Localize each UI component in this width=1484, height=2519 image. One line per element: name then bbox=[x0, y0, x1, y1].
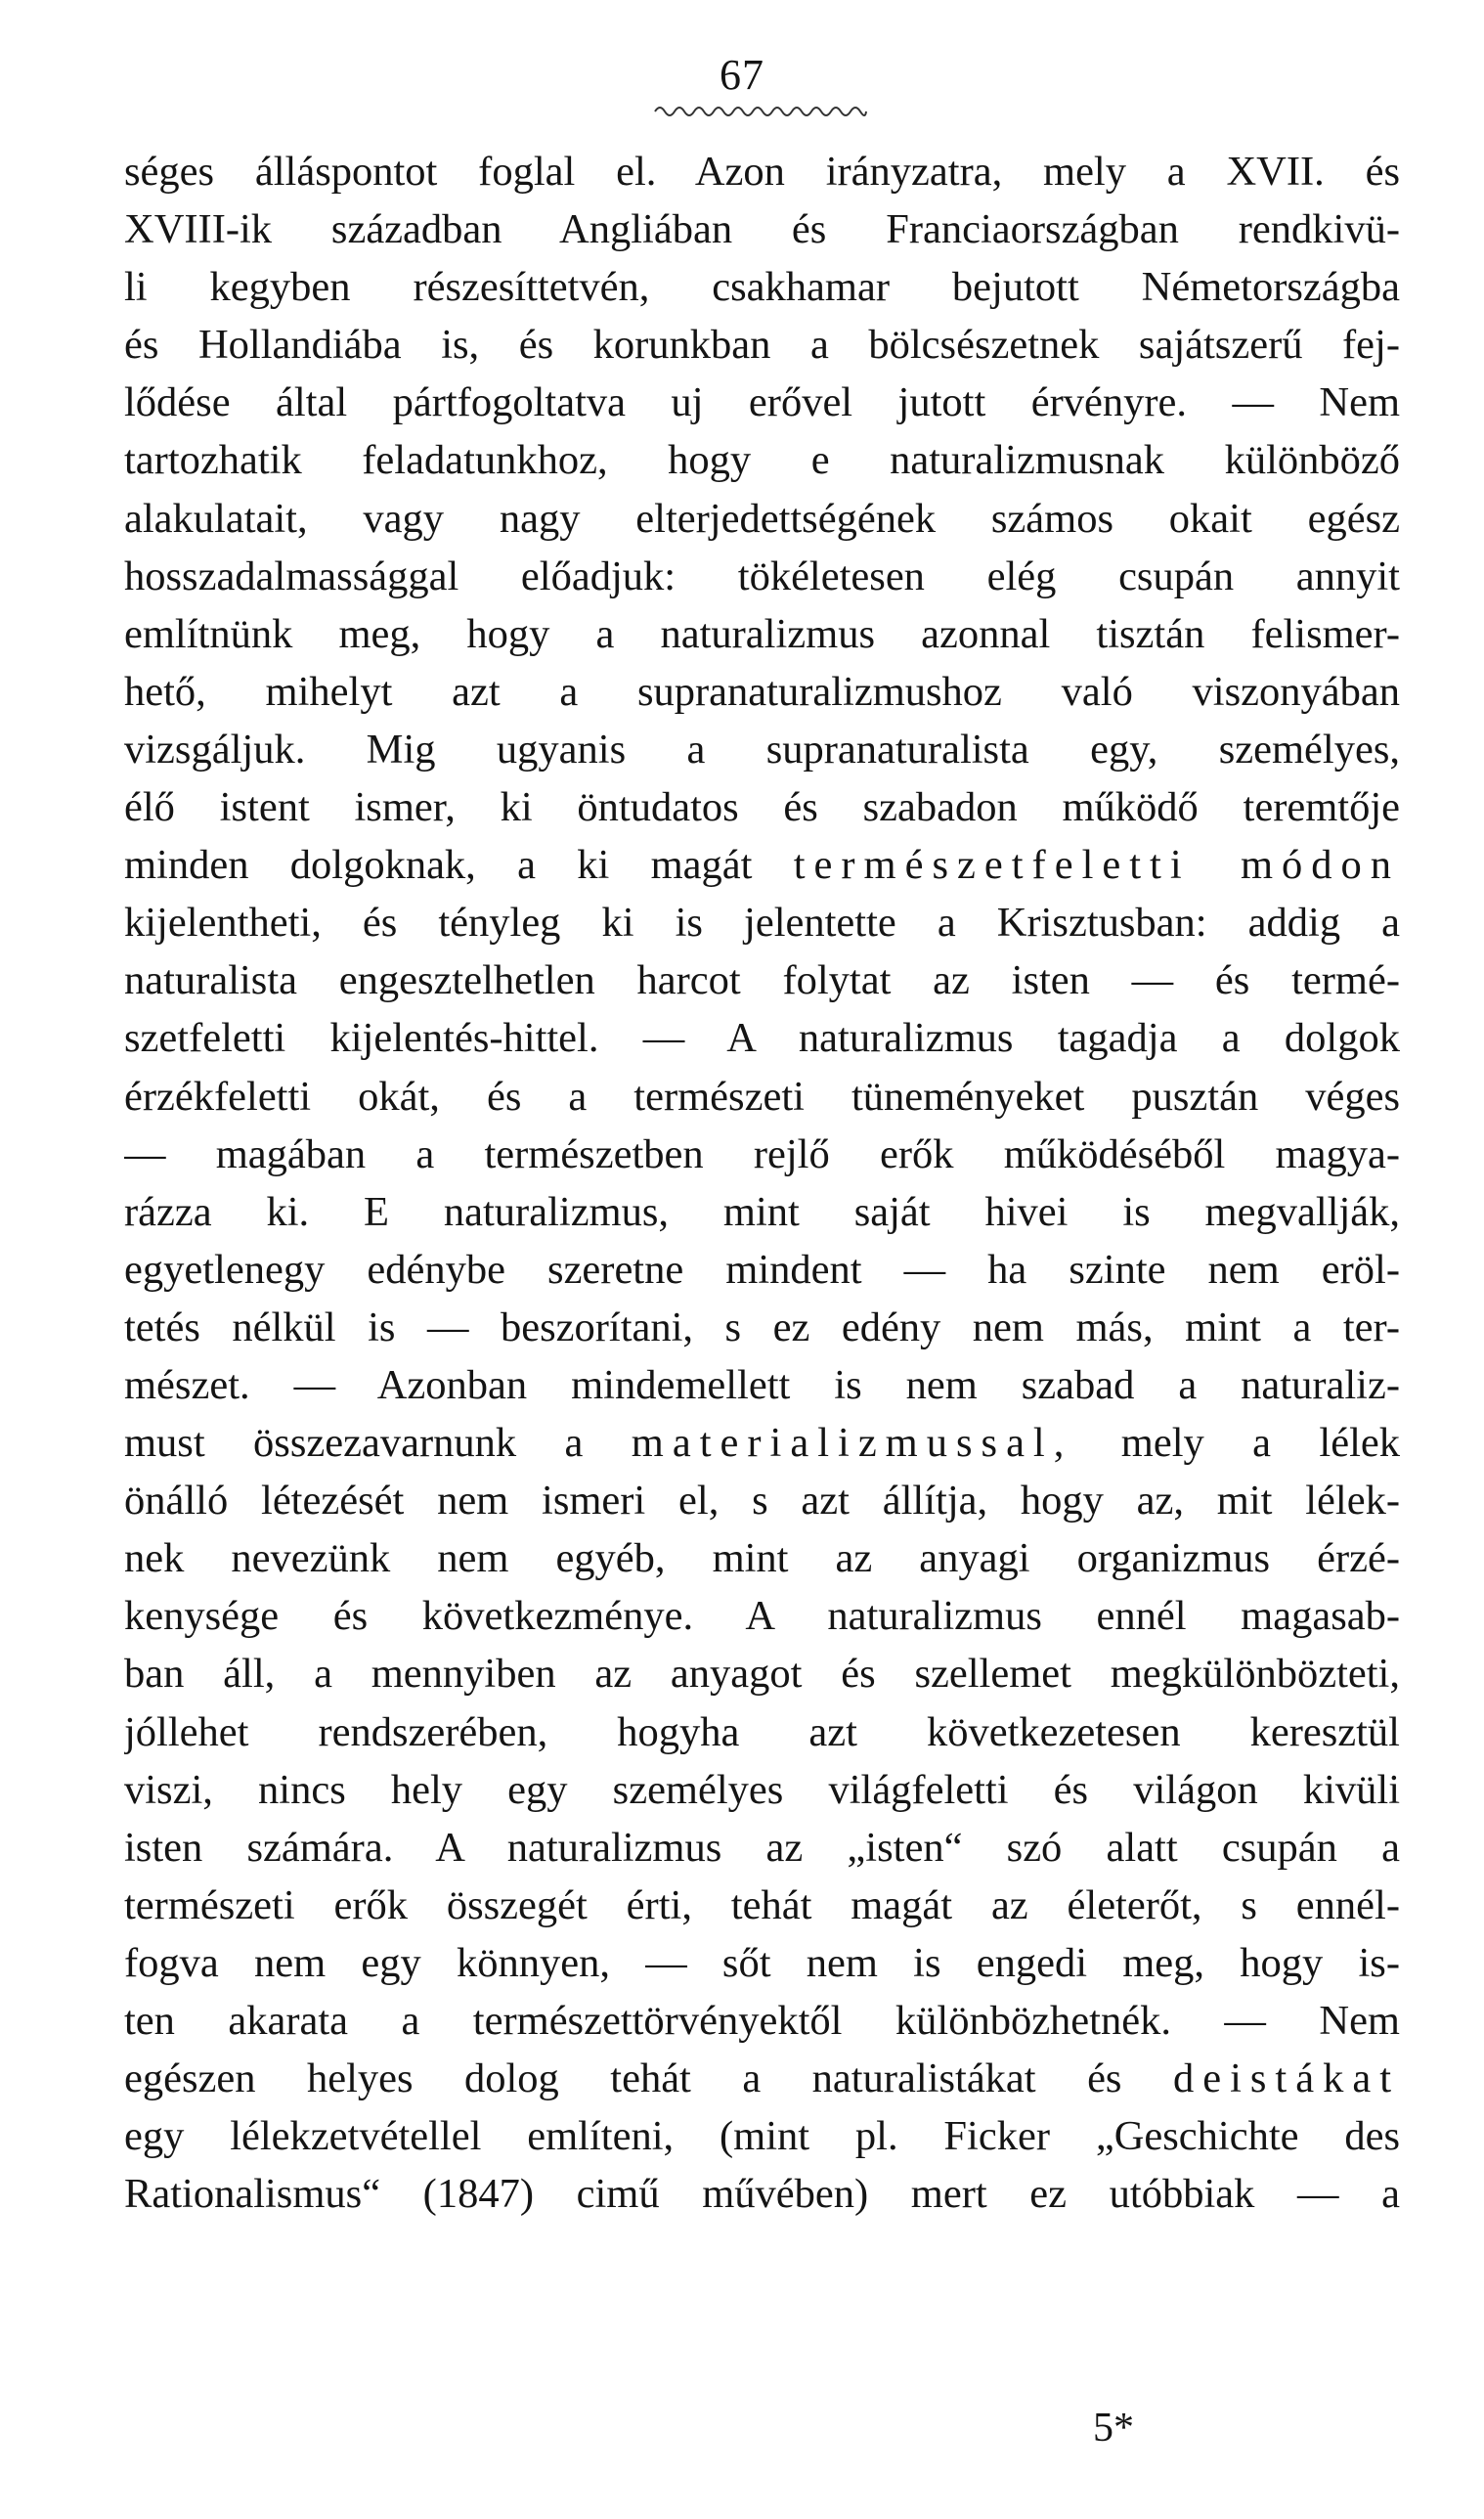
text-line: viszi, nincs hely egy személyes világfeletti és világon kivüli bbox=[124, 1766, 1400, 1813]
line-tail: mely a lélek bbox=[1120, 1420, 1400, 1467]
text-line: érzékfeletti okát, és a természeti tüneményeket pusztán véges bbox=[124, 1073, 1400, 1120]
text-line: naturalista engesztelhetlen harcot folytat az isten — és termé- bbox=[124, 957, 1400, 1004]
text-line-emphasis bbox=[124, 2050, 1400, 2107]
body-text bbox=[124, 143, 1400, 2223]
text-line: élő istent ismer, ki öntudatos és szabadon működő teremtője bbox=[124, 784, 1400, 831]
text-line: lődése által pártfogoltatva uj erővel jutott érvényre. — Nem bbox=[124, 379, 1400, 426]
line-lead: must összezavarnunk a bbox=[124, 1420, 584, 1467]
signature-mark: 5* bbox=[1093, 2406, 1134, 2451]
text-line: kijelentheti, és tényleg ki is jelentette a Krisztusban: addig a bbox=[124, 900, 1400, 947]
text-line: nek nevezünk nem egyéb, mint az anyagi organizmus érzé- bbox=[124, 1535, 1400, 1582]
text-line: hető, mihelyt azt a supranaturalizmushoz való viszonyában bbox=[124, 668, 1400, 715]
text-line: fogva nem egy könnyen, — sőt nem is engedi meg, hogy is- bbox=[124, 1939, 1400, 1986]
text-line: tetés nélkül is — beszorítani, s ez edény nem más, mint a ter- bbox=[124, 1304, 1400, 1350]
spaced-emphasis: deistákat bbox=[1172, 2055, 1400, 2102]
spaced-emphasis: természetfeletti módon bbox=[793, 842, 1400, 889]
text-line: említnünk meg, hogy a naturalizmus azonnal tisztán felismer- bbox=[124, 610, 1400, 657]
text-line: kenysége és következménye. A naturalizmus ennél magasab- bbox=[124, 1593, 1400, 1640]
line-lead: egészen helyes dolog tehát a naturalistákat és bbox=[124, 2055, 1122, 2102]
text-line: XVIII-ik században Angliában és Franciaországban rendkivü- bbox=[124, 206, 1400, 253]
text-line: vizsgáljuk. Mig ugyanis a supranaturalista egy, személyes, bbox=[124, 726, 1400, 773]
text-line: ten akarata a természettörvényektől különbözhetnék. — Nem bbox=[124, 1998, 1400, 2044]
text-line: rázza ki. E naturalizmus, mint saját hivei is megvallják, bbox=[124, 1188, 1400, 1235]
text-line: ban áll, a mennyiben az anyagot és szellemet megkülönbözteti, bbox=[124, 1651, 1400, 1698]
text-line: egyetlenegy edénybe szeretne mindent — ha szinte nem eröl- bbox=[124, 1246, 1400, 1293]
text-line: jóllehet rendszerében, hogyha azt következetesen keresztül bbox=[124, 1708, 1400, 1755]
text-line: alakulatait, vagy nagy elterjedettségének számos okait egész bbox=[124, 495, 1400, 542]
line-lead: minden dolgoknak, a ki magát bbox=[124, 842, 753, 889]
spaced-emphasis: materializmussal, bbox=[631, 1420, 1073, 1467]
page-number: 67 bbox=[720, 51, 764, 99]
text-line: — magában a természetben rejlő erők működéséből magya- bbox=[124, 1130, 1400, 1177]
text-line: isten számára. A naturalizmus az „isten“ szó alatt csupán a bbox=[124, 1824, 1400, 1871]
text-line: egy lélekzetvétellel említeni, (mint pl. Ficker „Geschichte des bbox=[124, 2113, 1400, 2160]
text-line: séges álláspontot foglal el. Azon irányzatra, mely a XVII. és bbox=[124, 149, 1400, 195]
text-line: és Hollandiába is, és korunkban a bölcsészetnek sajátszerű fej- bbox=[124, 322, 1400, 369]
wavy-ornament-icon bbox=[653, 100, 868, 123]
text-line: Rationalismus“ (1847) cimű művében) mert ez utóbbiak — a bbox=[124, 2171, 1400, 2218]
text-line: tartozhatik feladatunkhoz, hogy e naturalizmusnak különböző bbox=[124, 437, 1400, 484]
text-line: hosszadalmassággal előadjuk: tökéletesen elég csupán annyit bbox=[124, 552, 1400, 599]
text-line: mészet. — Azonban mindemellett is nem szabad a naturaliz- bbox=[124, 1361, 1400, 1408]
text-line: természeti erők összegét érti, tehát magát az életerőt, s ennél- bbox=[124, 1881, 1400, 1928]
text-line: szetfeletti kijelentés-hittel. — A naturalizmus tagadja a dolgok bbox=[124, 1015, 1400, 1062]
text-line-emphasis bbox=[124, 836, 1400, 894]
text-line: önálló létezését nem ismeri el, s azt állítja, hogy az, mit lélek- bbox=[124, 1478, 1400, 1525]
text-line-emphasis bbox=[124, 1414, 1400, 1472]
text-line: li kegyben részesíttetvén, csakhamar bejutott Németországba bbox=[124, 264, 1400, 311]
